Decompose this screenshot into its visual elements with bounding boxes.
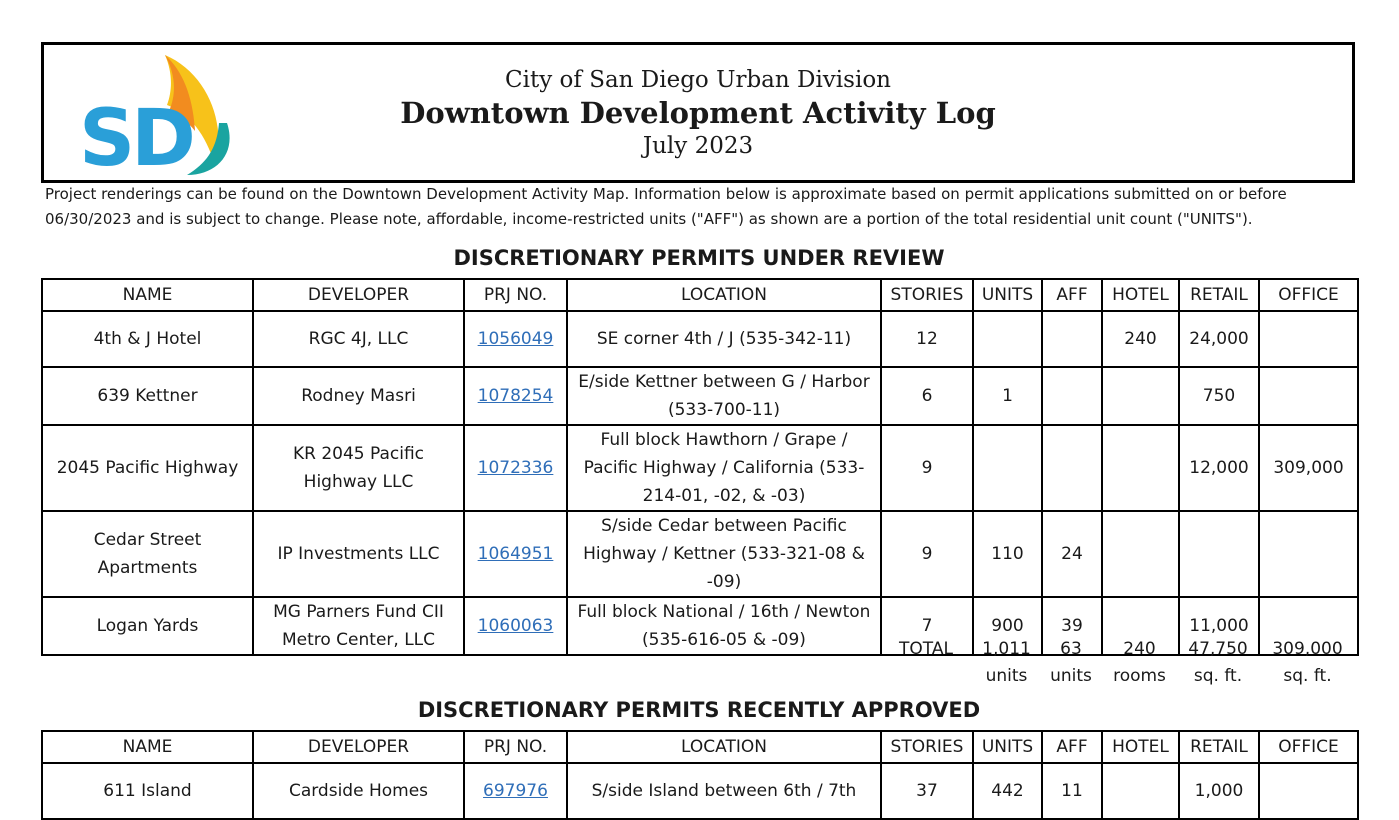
cell-prj — [464, 311, 567, 367]
col-header-hotel: HOTEL — [1102, 279, 1179, 311]
col-header-retail: RETAIL — [1179, 731, 1259, 763]
recently-approved-table — [41, 730, 1359, 820]
cell-hotel — [1102, 511, 1179, 597]
intro-line-2: 06/30/2023 and is subject to change. Please note, affordable, income-restricted units ("AFF") as shown are a portion of the total residential unit count ("UNITS"). — [45, 210, 1253, 228]
cell-units — [973, 425, 1042, 511]
col-header-stories: STORIES — [881, 731, 973, 763]
totals-row — [41, 636, 1357, 690]
cell-aff — [1042, 367, 1102, 425]
table-row — [42, 511, 1358, 597]
cell-stories: 6 — [881, 367, 973, 425]
total-label: TOTAL — [899, 639, 953, 659]
cell-office: 309,000 — [1259, 425, 1358, 511]
cell-name: Cedar Street Apartments — [42, 511, 253, 597]
cell-prj — [464, 763, 567, 819]
section-title-under-review: DISCRETIONARY PERMITS UNDER REVIEW — [453, 246, 945, 270]
cell-aff — [1042, 311, 1102, 367]
cell-location: S/side Cedar between Pacific Highway / Kettner (533-321-08 & -09) — [567, 511, 881, 597]
cell-office — [1259, 511, 1358, 597]
cell-units: 900 — [973, 597, 1042, 655]
col-header-developer: DEVELOPER — [253, 279, 464, 311]
organization-name: City of San Diego Urban Division — [505, 67, 891, 93]
total-aff: 63 units — [1050, 639, 1092, 686]
cell-developer: MG Parners Fund CII Metro Center, LLC — [253, 597, 464, 655]
cell-location: E/side Kettner between G / Harbor (533-700-11) — [567, 367, 881, 425]
cell-stories: 9 — [881, 425, 973, 511]
prj-link[interactable]: 1060063 — [477, 616, 554, 636]
table-row — [42, 763, 1358, 819]
logo-text: SD — [79, 94, 192, 177]
under-review-table — [41, 278, 1359, 656]
cell-name: 611 Island — [42, 763, 253, 819]
col-header-prj: PRJ NO. — [464, 279, 567, 311]
total-units: 1,011 units — [982, 639, 1031, 686]
cell-hotel: 240 — [1102, 311, 1179, 367]
col-header-developer: DEVELOPER — [253, 731, 464, 763]
intro-line-1: Project renderings can be found on the Downtown Development Activity Map. Information below is approximate based on permit applications submitted on or before — [45, 185, 1287, 203]
cell-developer: Cardside Homes — [253, 763, 464, 819]
col-header-stories: STORIES — [881, 279, 973, 311]
document-header — [41, 42, 1355, 183]
cell-retail: 12,000 — [1179, 425, 1259, 511]
cell-prj — [464, 511, 567, 597]
cell-office — [1259, 311, 1358, 367]
cell-retail — [1179, 511, 1259, 597]
cell-prj — [464, 425, 567, 511]
cell-name: 639 Kettner — [42, 367, 253, 425]
prj-link[interactable]: 697976 — [483, 781, 548, 801]
total-retail: 47,750 sq. ft. — [1188, 639, 1248, 686]
cell-units: 442 — [973, 763, 1042, 819]
cell-location: S/side Island between 6th / 7th — [567, 763, 881, 819]
cell-aff: 24 — [1042, 511, 1102, 597]
table-row — [42, 367, 1358, 425]
cell-name: 4th & J Hotel — [42, 311, 253, 367]
cell-developer: RGC 4J, LLC — [253, 311, 464, 367]
col-header-units: UNITS — [973, 731, 1042, 763]
intro-paragraph — [45, 182, 1345, 232]
cell-hotel — [1102, 763, 1179, 819]
table-row — [42, 311, 1358, 367]
header-row — [42, 279, 1358, 311]
prj-link[interactable]: 1056049 — [477, 329, 554, 349]
header-row — [42, 731, 1358, 763]
cell-retail: 11,000 — [1179, 597, 1259, 655]
cell-office — [1259, 763, 1358, 819]
cell-hotel — [1102, 425, 1179, 511]
prj-link[interactable]: 1072336 — [477, 458, 554, 478]
col-header-office: OFFICE — [1259, 279, 1358, 311]
cell-stories: 9 — [881, 511, 973, 597]
cell-stories: 37 — [881, 763, 973, 819]
col-header-retail: RETAIL — [1179, 279, 1259, 311]
col-header-units: UNITS — [973, 279, 1042, 311]
section-title-recently-approved: DISCRETIONARY PERMITS RECENTLY APPROVED — [417, 698, 981, 722]
col-header-aff: AFF — [1042, 731, 1102, 763]
cell-aff: 39 — [1042, 597, 1102, 655]
cell-aff — [1042, 425, 1102, 511]
cell-hotel — [1102, 367, 1179, 425]
total-office: 309,000 sq. ft. — [1272, 639, 1343, 686]
cell-prj — [464, 367, 567, 425]
cell-name: 2045 Pacific Highway — [42, 425, 253, 511]
col-header-location: LOCATION — [567, 731, 881, 763]
cell-developer: KR 2045 Pacific Highway LLC — [253, 425, 464, 511]
cell-units: 1 — [973, 367, 1042, 425]
cell-location: SE corner 4th / J (535-342-11) — [567, 311, 881, 367]
col-header-location: LOCATION — [567, 279, 881, 311]
cell-office — [1259, 367, 1358, 425]
col-header-prj: PRJ NO. — [464, 731, 567, 763]
prj-link[interactable]: 1064951 — [477, 544, 554, 564]
cell-stories: 12 — [881, 311, 973, 367]
cell-developer: IP Investments LLC — [253, 511, 464, 597]
cell-location: Full block Hawthorn / Grape / Pacific Highway / California (533-214-01, -02, & -03) — [567, 425, 881, 511]
cell-aff: 11 — [1042, 763, 1102, 819]
cell-retail: 24,000 — [1179, 311, 1259, 367]
cell-retail: 1,000 — [1179, 763, 1259, 819]
cell-retail: 750 — [1179, 367, 1259, 425]
prj-link[interactable]: 1078254 — [477, 386, 554, 406]
col-header-aff: AFF — [1042, 279, 1102, 311]
col-header-hotel: HOTEL — [1102, 731, 1179, 763]
document-title: Downtown Development Activity Log — [400, 96, 996, 130]
cell-units: 110 — [973, 511, 1042, 597]
cell-name: Logan Yards — [42, 597, 253, 655]
cell-location: Full block National / 16th / Newton (535-616-05 & -09) — [567, 597, 881, 655]
col-header-name: NAME — [42, 731, 253, 763]
col-header-office: OFFICE — [1259, 731, 1358, 763]
cell-developer: Rodney Masri — [253, 367, 464, 425]
cell-units — [973, 311, 1042, 367]
col-header-name: NAME — [42, 279, 253, 311]
cell-stories: 7 — [881, 597, 973, 655]
table-row — [42, 425, 1358, 511]
document-date: July 2023 — [642, 133, 754, 159]
total-hotel: 240 rooms — [1113, 639, 1166, 686]
